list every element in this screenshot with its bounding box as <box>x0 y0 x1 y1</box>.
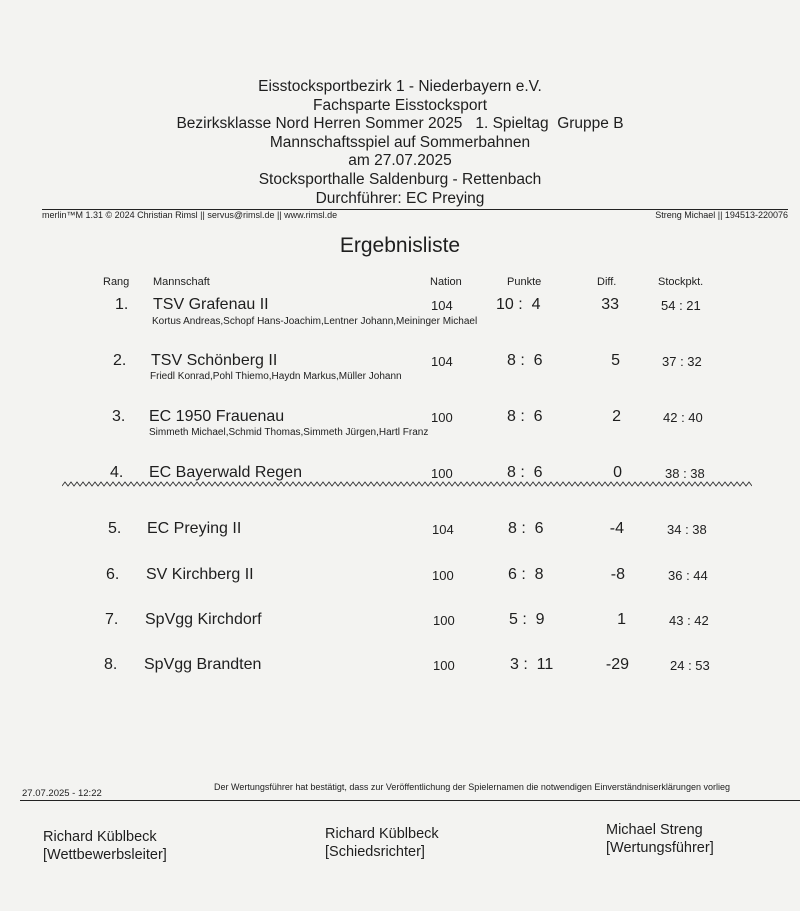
column-header-stock: Stockpkt. <box>658 276 704 288</box>
signature-competition-leader <box>43 828 167 864</box>
stock-points-cell: 42 : 40 <box>663 410 703 425</box>
players-cell: Friedl Konrad,Pohl Thiemo,Haydn Markus,Müller Johann <box>150 371 402 382</box>
rank-cell: 4. <box>110 464 124 481</box>
header-line-association: Eisstocksportbezirk 1 - Niederbayern e.V. <box>258 78 542 95</box>
points-cell: 8 : 6 <box>507 464 543 481</box>
table-row <box>0 520 800 560</box>
diff-cell: 1 <box>617 611 626 628</box>
diff-cell: -29 <box>605 656 629 673</box>
rank-cell: 8. <box>104 656 118 673</box>
diff-cell: 0 <box>613 464 622 481</box>
team-cell: EC Bayerwald Regen <box>149 464 302 481</box>
nation-cell: 100 <box>431 466 453 481</box>
table-row <box>0 296 800 336</box>
signature-name: Richard Küblbeck <box>325 826 439 842</box>
signature-role: [Schiedsrichter] <box>325 844 425 860</box>
stock-points-cell: 38 : 38 <box>665 466 705 481</box>
stock-points-cell: 43 : 42 <box>669 613 709 628</box>
team-cell: TSV Schönberg II <box>151 352 278 369</box>
stock-points-cell: 36 : 44 <box>668 568 708 583</box>
page-title: Ergebnisliste <box>339 234 461 257</box>
team-cell: EC Preying II <box>147 520 242 537</box>
signature-name: Richard Küblbeck <box>43 829 157 845</box>
header-line-game-type: Mannschaftsspiel auf Sommerbahnen <box>269 133 531 151</box>
team-cell: TSV Grafenau II <box>153 296 269 313</box>
diff-cell: -8 <box>610 566 625 583</box>
footer-rule <box>20 800 800 801</box>
column-header-nation: Nation <box>430 276 462 288</box>
points-cell: 8 : 6 <box>507 408 543 425</box>
points-cell: 6 : 8 <box>508 566 544 583</box>
stock-points-cell: 34 : 38 <box>667 522 707 537</box>
header-line-venue: Stocksporthalle Saldenburg - Rettenbach <box>258 170 542 188</box>
nation-cell: 100 <box>433 613 455 628</box>
team-cell: SpVgg Kirchdorf <box>145 611 262 628</box>
team-cell: SV Kirchberg II <box>146 566 254 583</box>
signature-scorekeeper <box>606 821 714 857</box>
nation-cell: 100 <box>432 568 454 583</box>
nation-cell: 100 <box>431 410 453 425</box>
stock-points-cell: 37 : 32 <box>662 354 702 369</box>
rank-cell: 6. <box>106 566 120 583</box>
nation-cell: 104 <box>432 522 454 537</box>
rank-cell: 7. <box>105 611 119 628</box>
team-cell: SpVgg Brandten <box>144 656 262 673</box>
points-cell: 10 : 4 <box>496 296 541 313</box>
rank-cell: 1. <box>115 296 129 313</box>
signature-role: [Wertungsführer] <box>606 840 714 856</box>
table-row <box>0 611 800 651</box>
header-rule <box>42 209 788 210</box>
header-line-organizer: Durchführer: EC Preying <box>315 189 485 207</box>
points-cell: 5 : 9 <box>509 611 545 628</box>
software-credit: merlin™M 1.31 © 2024 Christian Rimsl || servus@rimsl.de || www.rimsl.de <box>42 210 338 220</box>
nation-cell: 100 <box>433 658 455 673</box>
consent-note: Der Wertungsführer hat bestätigt, dass zur Veröffentlichung der Spielernamen die notwendigen Einverständniserklärungen vorlieg <box>214 782 730 792</box>
nation-cell: 104 <box>431 298 453 313</box>
points-cell: 8 : 6 <box>507 352 543 369</box>
stock-points-cell: 24 : 53 <box>670 658 710 673</box>
header-line-league: Bezirksklasse Nord Herren Sommer 2025 1. Spieltag Gruppe B <box>176 115 624 133</box>
table-row <box>0 352 800 392</box>
table-row <box>0 566 800 606</box>
diff-cell: 33 <box>601 296 619 313</box>
column-header-points: Punkte <box>507 276 542 288</box>
rank-cell: 3. <box>112 408 126 425</box>
table-row <box>0 408 800 448</box>
column-header-rank: Rang <box>103 276 130 288</box>
table-row <box>0 656 800 696</box>
diff-cell: -4 <box>609 520 624 537</box>
signature-name: Michael Streng <box>606 822 703 838</box>
stock-points-cell: 54 : 21 <box>661 298 701 313</box>
players-cell: Simmeth Michael,Schmid Thomas,Simmeth Jürgen,Hartl Franz <box>149 427 429 438</box>
diff-cell: 2 <box>612 408 621 425</box>
print-timestamp: 27.07.2025 - 12:22 <box>22 788 102 799</box>
diff-cell: 5 <box>611 352 620 369</box>
document-header <box>0 78 800 208</box>
rank-cell: 5. <box>108 520 122 537</box>
operator-id: Streng Michael || 194513-220076 <box>655 210 788 220</box>
team-cell: EC 1950 Frauenau <box>149 408 285 425</box>
header-line-date: am 27.07.2025 <box>348 152 452 170</box>
column-header-diff: Diff. <box>597 276 617 288</box>
signature-referee <box>325 825 439 861</box>
players-cell: Kortus Andreas,Schopf Hans-Joachim,Lentner Johann,Meininger Michael <box>152 316 478 327</box>
relegation-divider <box>62 480 752 488</box>
rank-cell: 2. <box>113 352 127 369</box>
points-cell: 8 : 6 <box>508 520 544 537</box>
points-cell: 3 : 11 <box>510 656 554 673</box>
nation-cell: 104 <box>431 354 453 369</box>
column-header-team: Mannschaft <box>153 276 210 288</box>
signature-role: [Wettbewerbsleiter] <box>43 847 167 863</box>
header-line-division: Fachsparte Eisstocksport <box>312 96 487 114</box>
